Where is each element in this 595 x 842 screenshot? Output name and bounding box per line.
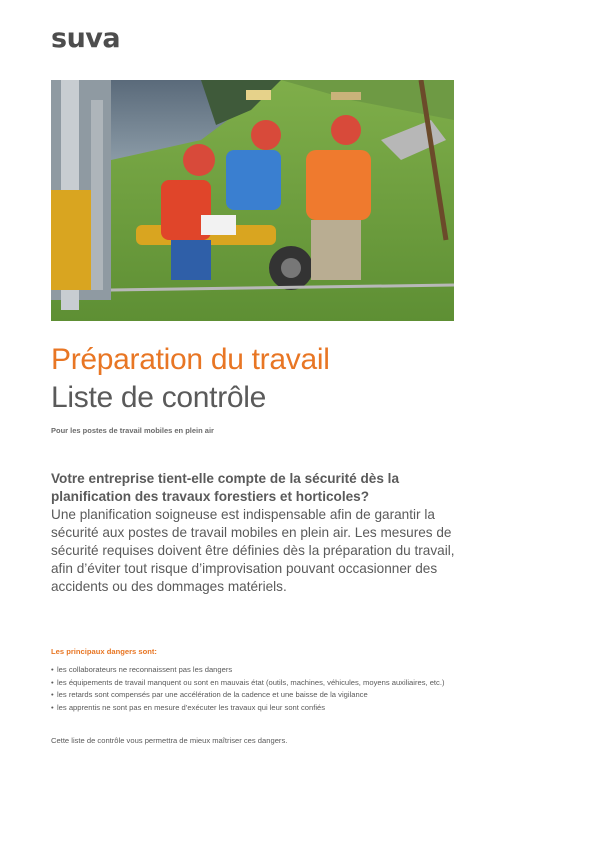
lead-question: Votre entreprise tient-elle compte de la sécurité dès la planification des travaux forestiers et horticoles? (51, 471, 400, 504)
title-line-1: Préparation du travail (51, 343, 330, 376)
danger-list (51, 664, 461, 714)
closing-text: Cette liste de contrôle vous permettra de mieux maîtriser ces dangers. (51, 736, 288, 745)
list-item: • les équipements de travail manquent ou sont en mauvais état (outils, machines, véhicules, moyens auxiliaires, etc.) (51, 677, 461, 690)
suva-logo: suva (51, 23, 121, 54)
cover-photo (51, 80, 454, 321)
dangers-heading: Les principaux dangers sont: (51, 647, 157, 656)
title-line-2: Liste de contrôle (51, 381, 267, 414)
list-item: • les retards sont compensés par une accélération de la cadence et une baisse de la vigilance (51, 689, 461, 702)
list-item: • les apprentis ne sont pas en mesure d’exécuter les travaux qui leur sont confiés (51, 702, 461, 715)
lead-body: Une planification soigneuse est indispensable afin de garantir la sécurité aux postes de travail mobiles en plein air. Les mesures de sécurité requises doivent être définies dès la préparation du travail, afin d’éviter tout risque d’improvisation pouvant occasionner des accidents ou des dommages matériels. (51, 507, 455, 594)
list-item: • les collaborateurs ne reconnaissent pas les dangers (51, 664, 461, 677)
lead-paragraph (51, 470, 461, 596)
subtitle: Pour les postes de travail mobiles en plein air (51, 426, 214, 435)
